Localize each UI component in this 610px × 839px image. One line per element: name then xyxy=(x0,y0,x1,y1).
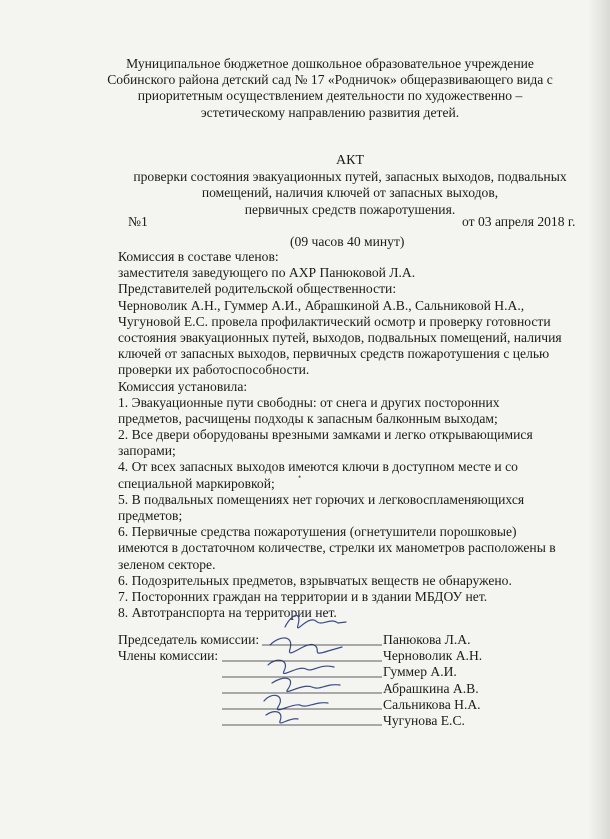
signatory-name: Сальникова Н.А. xyxy=(383,696,481,712)
title-line: помещений, наличия ключей от запасных выходов, xyxy=(201,185,499,201)
header-line: Муниципальное бюджетное дошкольное образовательное учреждение xyxy=(126,56,534,71)
body-line: состояния эвакуационных путей, выходов, подвальных помещений, наличия xyxy=(118,329,562,345)
body-line: предметов, расчищены подходы к запасным балконным выходам; xyxy=(118,410,498,426)
signatory-name: Абрашкина А.В. xyxy=(383,680,479,696)
body-line: Представителей родительской общественности: xyxy=(118,281,397,297)
body-line: 1. Эвакуационные пути свободны: от снега и других посторонних xyxy=(118,394,500,410)
body-line: запорами; xyxy=(118,443,176,459)
body-line: 8. Автотранспорта на территории нет. xyxy=(118,605,337,621)
body-line: Чугуновой Е.С. провела профилактический осмотр и проверку готовности xyxy=(118,313,551,329)
document-date: от 03 апреля 2018 г. xyxy=(462,214,576,229)
body-line: имеются в достаточном количестве, стрелки их манометров расположены в xyxy=(118,540,556,556)
signatory-name: Гуммер А.И. xyxy=(383,664,457,680)
body-line: специальной маркировкой; xyxy=(118,475,275,491)
body-line: ключей от запасных выходов, первичных средств пожаротушения с целью xyxy=(118,346,550,362)
body-line: 2. Все двери оборудованы врезными замками и легко открывающимися xyxy=(118,427,533,443)
signatory-name: Черноволик А.Н. xyxy=(383,648,483,664)
signatory-name: Панюкова Л.А. xyxy=(383,632,471,647)
body-line: Комиссия установила: xyxy=(118,378,248,394)
body-line: предметов; xyxy=(118,508,183,523)
scan-speck: • xyxy=(298,472,302,482)
title-akt: АКТ xyxy=(336,153,364,168)
body-line: Черноволик А.Н., Гуммер А.И., Абрашкиной А.В., Сальниковой Н.А., xyxy=(118,297,525,313)
header-line: приоритетным осуществлением деятельности по художественно – xyxy=(137,88,523,104)
document-number: №1 xyxy=(128,214,148,229)
body-line: 5. В подвальных помещениях нет горючих и легковоспламеняющихся xyxy=(118,491,525,507)
header-line: эстетическому направлению развития детей. xyxy=(200,104,460,120)
body-line: зеленом секторе. xyxy=(118,556,216,572)
signatory-names xyxy=(383,632,482,729)
document-time: (09 часов 40 минут) xyxy=(290,234,405,249)
title-line: проверки состояния эвакуационных путей, запасных выходов, подвальных xyxy=(133,169,567,185)
body-line: 7. Посторонних граждан на территории и в здании МБДОУ нет. xyxy=(118,588,488,604)
chairman-label: Председатель комиссии: xyxy=(118,632,260,647)
body-line: Комиссия в составе членов: xyxy=(118,249,279,264)
body-line: заместителя заведующего по АХР Панюковой Л.А. xyxy=(118,265,416,281)
body-line: проверки их работоспособности. xyxy=(118,362,310,378)
title-line: первичных средств пожаротушения. xyxy=(244,201,456,217)
body-line: 6. Подозрительных предметов, взрывчатых веществ не обнаружено. xyxy=(118,572,512,588)
body-line: 6. Первичные средства пожаротушения (огнетушители порошковые) xyxy=(118,524,517,540)
header-line: Собинского района детский сад № 17 «Родничок» общеразвивающего вида с xyxy=(107,72,553,88)
members-label: Члены комиссии: xyxy=(118,648,219,664)
body-line: 4. От всех запасных выходов имеются ключи в доступном месте и со xyxy=(118,459,518,475)
signatory-name: Чугунова Е.С. xyxy=(383,712,465,728)
